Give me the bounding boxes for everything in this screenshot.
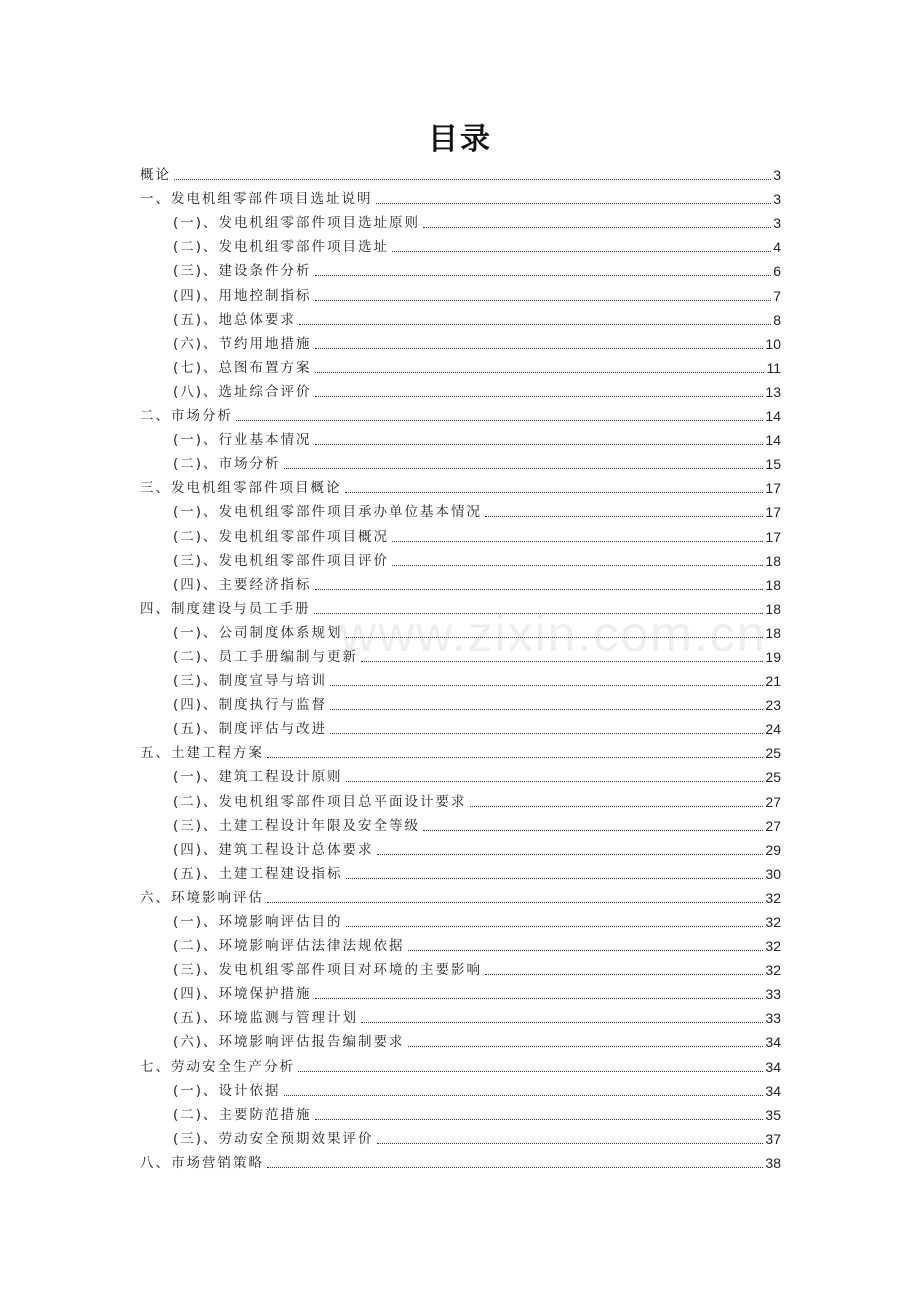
- dot-leader: [423, 829, 763, 831]
- toc-entry[interactable]: [140, 1076, 781, 1100]
- toc-entry-label: (二)、发电机组零部件项目总平面设计要求: [173, 793, 467, 810]
- toc-entry[interactable]: [140, 1003, 781, 1027]
- toc-entry-page-number: 8: [773, 311, 781, 328]
- toc-entry-label: (一)、建筑工程设计原则: [173, 769, 343, 786]
- toc-entry-label: (六)、环境影响评估报告编制要求: [173, 1034, 405, 1051]
- dot-leader: [330, 732, 763, 734]
- toc-entry-label: 五、土建工程方案: [140, 745, 264, 762]
- dot-leader: [330, 708, 763, 710]
- toc-entry-page-number: 25: [765, 769, 781, 786]
- dot-leader: [485, 515, 763, 517]
- dot-leader: [314, 612, 764, 614]
- dot-leader: [346, 780, 764, 782]
- toc-entry-label: 概论: [140, 167, 171, 184]
- toc-entry-page-number: 17: [765, 480, 781, 497]
- toc-entry-label: (五)、制度评估与改进: [173, 721, 328, 738]
- toc-entry-label: 八、市场营销策略: [140, 1154, 264, 1171]
- toc-entry-label: (二)、主要防范措施: [173, 1106, 312, 1123]
- toc-entry-label: (二)、市场分析: [173, 456, 281, 473]
- table-of-contents: [140, 160, 781, 1172]
- toc-entry[interactable]: [140, 570, 781, 594]
- dot-leader: [361, 660, 763, 662]
- toc-entry[interactable]: [140, 618, 781, 642]
- toc-entry[interactable]: [140, 208, 781, 232]
- toc-entry-label: (一)、环境影响评估目的: [173, 914, 343, 930]
- dot-leader: [236, 419, 763, 421]
- toc-entry-page-number: 25: [765, 745, 781, 762]
- toc-entry-label: (二)、发电机组零部件项目概况: [173, 528, 390, 545]
- toc-entry[interactable]: [140, 160, 781, 184]
- dot-leader: [376, 202, 772, 204]
- toc-entry-page-number: 37: [765, 1130, 781, 1147]
- toc-entry[interactable]: [140, 690, 781, 714]
- toc-entry-label: (二)、发电机组零部件项目选址: [173, 239, 390, 256]
- dot-leader: [315, 997, 764, 999]
- toc-entry-page-number: 38: [765, 1154, 781, 1171]
- toc-entry[interactable]: [140, 546, 781, 570]
- toc-entry-page-number: 32: [765, 962, 781, 979]
- toc-entry[interactable]: [140, 473, 781, 497]
- toc-entry[interactable]: [140, 738, 781, 762]
- toc-entry-page-number: 32: [765, 889, 781, 906]
- dot-leader: [330, 684, 763, 686]
- toc-entry[interactable]: [140, 786, 781, 810]
- toc-entry-page-number: 10: [765, 335, 781, 352]
- toc-entry-label: 二、市场分析: [140, 408, 233, 425]
- toc-entry-page-number: 27: [765, 793, 781, 810]
- toc-entry[interactable]: [140, 232, 781, 256]
- toc-entry-page-number: 3: [773, 215, 781, 232]
- toc-entry-label: (五)、土建工程建设指标: [173, 865, 343, 882]
- toc-entry-label: (一)、设计依据: [173, 1082, 281, 1099]
- dot-leader: [392, 250, 771, 252]
- toc-entry[interactable]: [140, 1148, 781, 1172]
- dot-leader: [267, 756, 763, 758]
- toc-entry-label: (四)、建筑工程设计总体要求: [173, 841, 374, 858]
- toc-entry[interactable]: [140, 449, 781, 473]
- toc-entry[interactable]: [140, 1124, 781, 1148]
- dot-leader: [315, 588, 764, 590]
- toc-entry[interactable]: [140, 425, 781, 449]
- toc-entry-page-number: 17: [765, 528, 781, 545]
- toc-entry-page-number: 34: [765, 1058, 781, 1075]
- toc-entry-label: (五)、地总体要求: [173, 311, 297, 328]
- toc-entry[interactable]: [140, 305, 781, 329]
- page-title: 目录: [428, 122, 492, 157]
- toc-entry[interactable]: [140, 955, 781, 979]
- toc-entry-label: (四)、主要经济指标: [173, 576, 312, 593]
- toc-entry-page-number: 32: [765, 938, 781, 955]
- toc-entry[interactable]: [140, 883, 781, 907]
- toc-entry-label: 四、制度建设与员工手册: [140, 600, 311, 617]
- toc-entry[interactable]: [140, 497, 781, 521]
- toc-entry-label: (二)、员工手册编制与更新: [173, 648, 359, 665]
- watermark: www.zixin.com.cn: [340, 606, 767, 662]
- toc-entry-page-number: 4: [773, 239, 781, 256]
- toc-entry[interactable]: [140, 521, 781, 545]
- toc-entry-label: (六)、节约用地措施: [173, 335, 312, 352]
- toc-entry[interactable]: [140, 280, 781, 304]
- dot-leader: [408, 1045, 764, 1047]
- dot-leader: [284, 1094, 764, 1096]
- dot-leader: [345, 491, 764, 493]
- dot-leader: [315, 1118, 764, 1120]
- toc-entry-label: 三、发电机组零部件项目概论: [140, 480, 342, 497]
- toc-entry-page-number: 7: [773, 287, 781, 304]
- toc-entry-page-number: 32: [765, 914, 781, 930]
- toc-entry-page-number: 33: [765, 1010, 781, 1027]
- toc-entry-label: (四)、用地控制指标: [173, 287, 312, 304]
- toc-entry-page-number: 29: [765, 841, 781, 858]
- dot-leader: [315, 395, 764, 397]
- toc-entry-label: 一、发电机组零部件项目选址说明: [140, 191, 373, 208]
- dot-leader: [346, 636, 764, 638]
- dot-leader: [315, 443, 764, 445]
- toc-entry-page-number: 3: [773, 191, 781, 208]
- toc-entry-page-number: 18: [765, 576, 781, 593]
- toc-entry-page-number: 30: [765, 865, 781, 882]
- toc-entry-label: (一)、发电机组零部件项目选址原则: [173, 215, 421, 232]
- dot-leader: [392, 564, 763, 566]
- toc-entry-label: (三)、土建工程设计年限及安全等级: [173, 817, 421, 834]
- toc-entry-page-number: 14: [765, 432, 781, 449]
- toc-entry[interactable]: [140, 714, 781, 738]
- dot-leader: [315, 299, 772, 301]
- toc-entry-label: (三)、发电机组零部件项目评价: [173, 552, 390, 569]
- toc-entry[interactable]: [140, 353, 781, 377]
- toc-entry-label: (四)、制度执行与监督: [173, 697, 328, 714]
- toc-entry-label: (三)、建设条件分析: [173, 263, 312, 280]
- toc-entry[interactable]: [140, 329, 781, 353]
- toc-entry[interactable]: [140, 1100, 781, 1124]
- dot-leader: [423, 226, 771, 228]
- toc-entry-label: (二)、环境影响评估法律法规依据: [173, 938, 405, 955]
- toc-entry-page-number: 3: [773, 167, 781, 184]
- toc-entry-page-number: 19: [765, 648, 781, 665]
- dot-leader: [361, 1021, 763, 1023]
- toc-entry[interactable]: [140, 1027, 781, 1051]
- dot-leader: [315, 371, 765, 373]
- toc-entry[interactable]: [140, 1051, 781, 1075]
- toc-entry-page-number: 18: [765, 624, 781, 641]
- toc-entry[interactable]: [140, 642, 781, 666]
- toc-entry-label: (七)、总图布置方案: [173, 359, 312, 376]
- dot-leader: [392, 540, 763, 542]
- toc-entry[interactable]: [140, 377, 781, 401]
- dot-leader: [267, 1166, 763, 1168]
- toc-entry-label: (一)、发电机组零部件项目承办单位基本情况: [173, 504, 483, 521]
- toc-entry-page-number: 6: [773, 263, 781, 280]
- toc-entry-page-number: 18: [765, 600, 781, 617]
- toc-entry-page-number: 14: [765, 408, 781, 425]
- toc-entry-label: 七、劳动安全生产分析: [140, 1058, 295, 1075]
- toc-entry-page-number: 27: [765, 817, 781, 834]
- dot-leader: [346, 877, 764, 879]
- toc-entry[interactable]: [140, 931, 781, 955]
- toc-entry-page-number: 11: [766, 359, 781, 376]
- dot-leader: [315, 347, 764, 349]
- toc-entry[interactable]: [140, 979, 781, 1003]
- toc-entry-page-number: 33: [765, 986, 781, 1003]
- toc-entry[interactable]: [140, 811, 781, 835]
- toc-entry-page-number: 17: [765, 504, 781, 521]
- toc-entry-page-number: 24: [765, 721, 781, 738]
- toc-entry-page-number: 34: [765, 1082, 781, 1099]
- toc-entry[interactable]: [140, 184, 781, 208]
- dot-leader: [315, 274, 772, 276]
- dot-leader: [346, 925, 764, 927]
- dot-leader: [174, 178, 771, 180]
- toc-entry-label: 六、环境影响评估: [140, 889, 264, 906]
- toc-entry[interactable]: [140, 859, 781, 883]
- toc-entry[interactable]: [140, 762, 781, 786]
- toc-entry-page-number: 35: [765, 1106, 781, 1123]
- toc-entry[interactable]: [140, 256, 781, 280]
- dot-leader: [377, 853, 764, 855]
- dot-leader: [377, 1142, 764, 1144]
- toc-entry-page-number: 15: [765, 456, 781, 473]
- toc-entry-label: (四)、环境保护措施: [173, 986, 312, 1003]
- toc-entry[interactable]: [140, 594, 781, 618]
- toc-entry-label: (三)、劳动安全预期效果评价: [173, 1130, 374, 1147]
- toc-entry-label: (一)、行业基本情况: [173, 432, 312, 449]
- toc-entry[interactable]: [140, 835, 781, 859]
- dot-leader: [470, 805, 764, 807]
- toc-entry-label: (八)、选址综合评价: [173, 383, 312, 400]
- toc-entry-page-number: 13: [765, 383, 781, 400]
- toc-entry-page-number: 34: [765, 1034, 781, 1051]
- dot-leader: [284, 467, 764, 469]
- dot-leader: [299, 323, 771, 325]
- toc-entry[interactable]: [140, 401, 781, 425]
- toc-entry[interactable]: [140, 666, 781, 690]
- toc-entry-label: (一)、公司制度体系规划: [173, 624, 343, 641]
- toc-entry[interactable]: [140, 907, 781, 931]
- dot-leader: [408, 949, 764, 951]
- toc-entry-page-number: 18: [765, 552, 781, 569]
- toc-entry-label: (三)、发电机组零部件项目对环境的主要影响: [173, 962, 483, 979]
- toc-entry-label: (五)、环境监测与管理计划: [173, 1010, 359, 1027]
- dot-leader: [298, 1070, 763, 1072]
- toc-entry-page-number: 23: [765, 697, 781, 714]
- dot-leader: [267, 901, 763, 903]
- toc-entry-page-number: 21: [765, 673, 781, 690]
- toc-entry-label: (三)、制度宣导与培训: [173, 673, 328, 690]
- dot-leader: [485, 973, 763, 975]
